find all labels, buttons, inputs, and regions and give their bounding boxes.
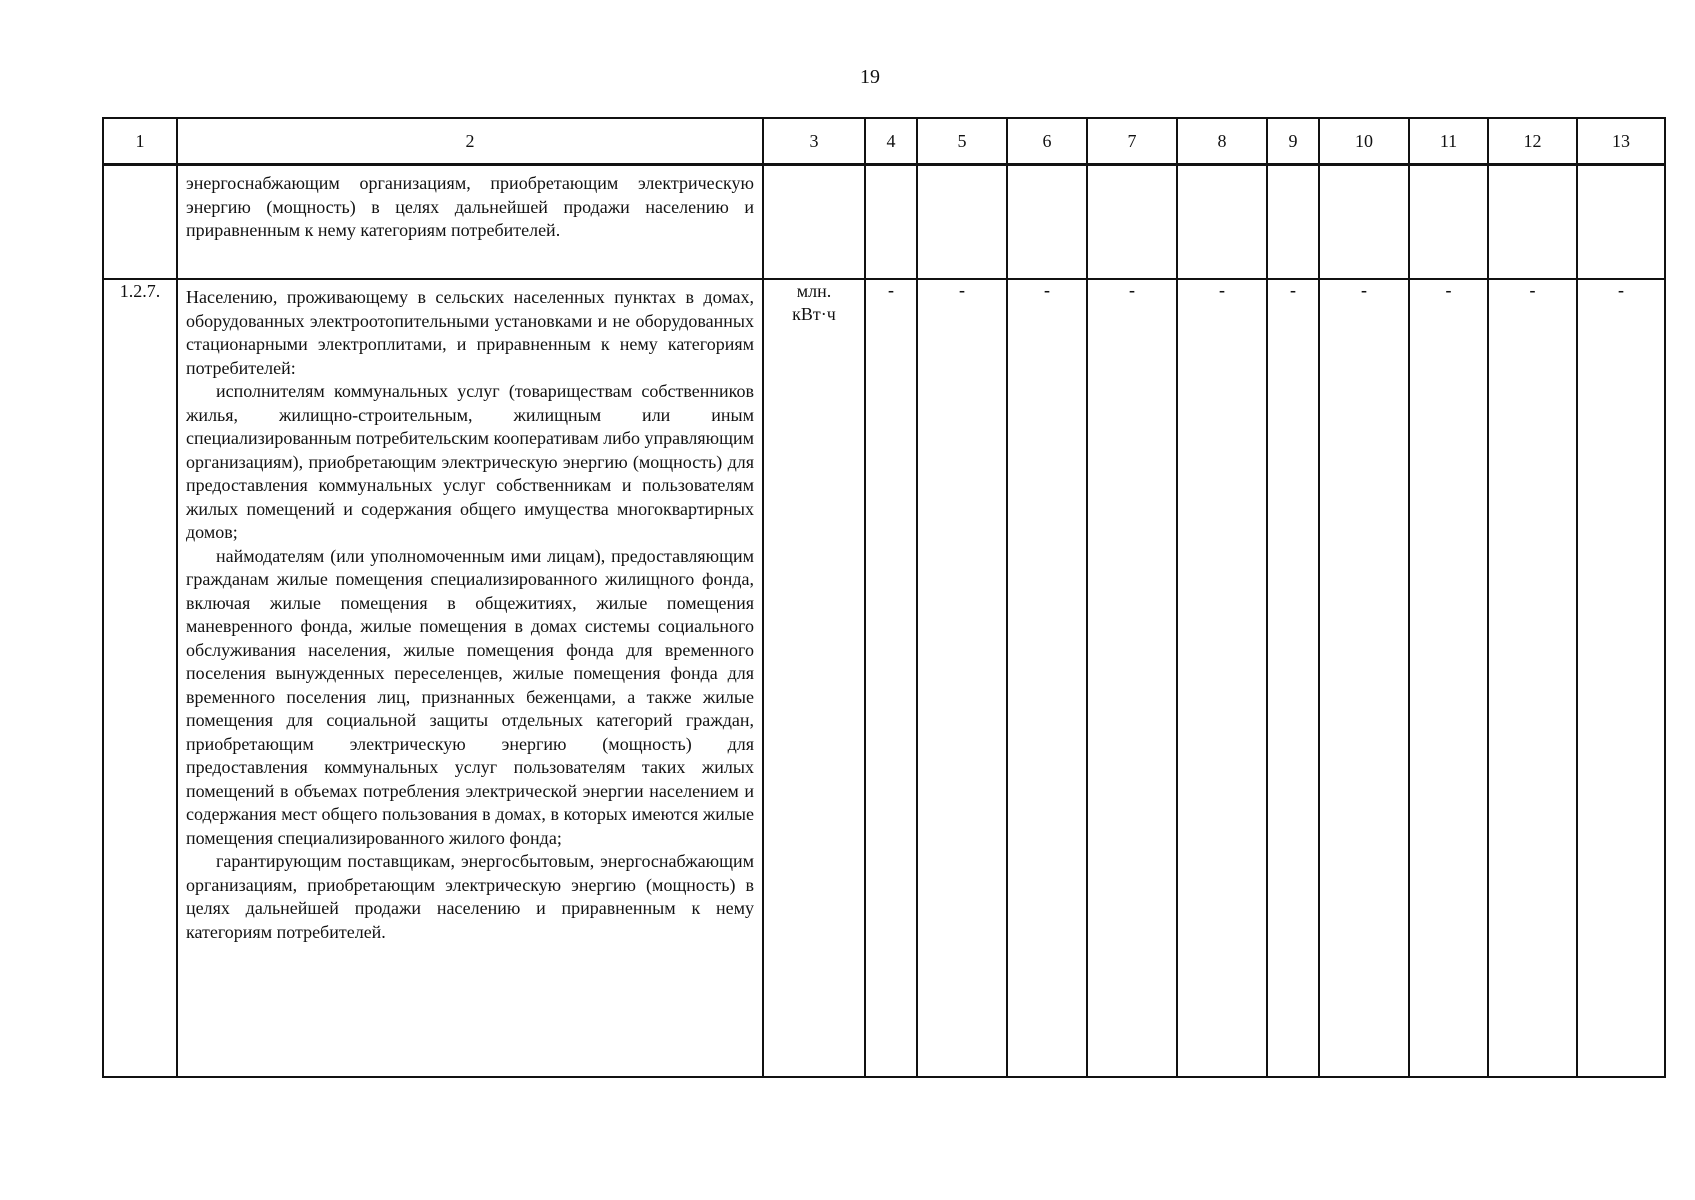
value-cell bbox=[917, 165, 1007, 280]
row-description bbox=[177, 165, 763, 280]
value-cell: - bbox=[1007, 279, 1087, 1077]
value-cell: - bbox=[1087, 279, 1177, 1077]
column-header: 6 bbox=[1007, 118, 1087, 165]
column-header: 9 bbox=[1267, 118, 1319, 165]
value-cell bbox=[1488, 165, 1577, 280]
description-paragraph: Населению, проживающему в сельских населенных пунктах в домах, оборудованных электроотопительными установками и не оборудованных стационарными электроплитами, и приравненным к нему категориям потребителей: bbox=[186, 287, 754, 378]
value-cell: - bbox=[1409, 279, 1488, 1077]
column-header: 11 bbox=[1409, 118, 1488, 165]
value-cell bbox=[1577, 165, 1665, 280]
value-cell: - bbox=[865, 279, 917, 1077]
column-header: 8 bbox=[1177, 118, 1267, 165]
value-cell bbox=[1319, 165, 1409, 280]
row-unit bbox=[763, 165, 865, 280]
value-cell bbox=[1409, 165, 1488, 280]
column-header: 5 bbox=[917, 118, 1007, 165]
column-header: 7 bbox=[1087, 118, 1177, 165]
description-paragraph: гарантирующим поставщикам, энергосбытовым, энергоснабжающим организациям, приобретающим электрическую энергию (мощность) в целях дальнейшей продажи населению и приравненным к нему категориям потребителей. bbox=[186, 851, 754, 942]
description-paragraph: наймодателям (или уполномоченным ими лицам), предоставляющим гражданам жилые помещения специализированного жилищного фонда, включая жилые помещения в общежитиях, жилые помещения маневренного фонда, жилые помещения в домах системы социального обслуживания населения, жилые помещения фонда для временного поселения вынужденных переселенцев, жилые помещения фонда для временного поселения лиц, признанных беженцами, а также жилые помещения для социальной защиты отдельных категорий граждан, приобретающим электрическую энергию (мощность) для предоставления коммунальных услуг пользователям таких жилых помещений в объемах потребления электрической энергии населением и содержания мест общего пользования в домах, в которых имеются жилые помещения специализированного жилого фонда; bbox=[186, 545, 754, 848]
description-paragraph: энергоснабжающим организациям, приобретающим электрическую энергию (мощность) в целях дальнейшей продажи населению и приравненным к нему категориям потребителей. bbox=[186, 173, 754, 240]
value-cell: - bbox=[1319, 279, 1409, 1077]
data-table bbox=[102, 117, 1666, 1078]
value-cell: - bbox=[1177, 279, 1267, 1077]
table-row-continuation bbox=[103, 165, 1665, 280]
row-description bbox=[177, 279, 763, 1077]
unit-line: кВт·ч bbox=[792, 304, 836, 324]
description-paragraph: исполнителям коммунальных услуг (товариществам собственников жилья, жилищно-строительным, жилищным или иным специализированным потребительским кооперативам либо управляющим организациям), приобретающим электрическую энергию (мощность) для предоставления коммунальных услуг собственникам и пользователям жилых помещений и содержания общего имущества многоквартирных домов; bbox=[186, 381, 754, 542]
value-cell: - bbox=[1488, 279, 1577, 1077]
value-cell: - bbox=[1577, 279, 1665, 1077]
column-header: 4 bbox=[865, 118, 917, 165]
value-cell bbox=[1177, 165, 1267, 280]
page-number: 19 bbox=[860, 66, 880, 88]
column-header: 13 bbox=[1577, 118, 1665, 165]
value-cell bbox=[1087, 165, 1177, 280]
column-header: 3 bbox=[763, 118, 865, 165]
value-cell bbox=[865, 165, 917, 280]
column-header: 10 bbox=[1319, 118, 1409, 165]
row-unit bbox=[763, 279, 865, 1077]
value-cell: - bbox=[1267, 279, 1319, 1077]
row-number: 1.2.7. bbox=[103, 279, 177, 1077]
table-row-1-2-7 bbox=[103, 279, 1665, 1077]
value-cell bbox=[1007, 165, 1087, 280]
column-header: 1 bbox=[103, 118, 177, 165]
value-cell bbox=[1267, 165, 1319, 280]
unit-line: млн. bbox=[796, 281, 832, 301]
column-header: 12 bbox=[1488, 118, 1577, 165]
row-number bbox=[103, 165, 177, 280]
column-number-header-row bbox=[103, 118, 1665, 165]
value-cell: - bbox=[917, 279, 1007, 1077]
column-header: 2 bbox=[177, 118, 763, 165]
